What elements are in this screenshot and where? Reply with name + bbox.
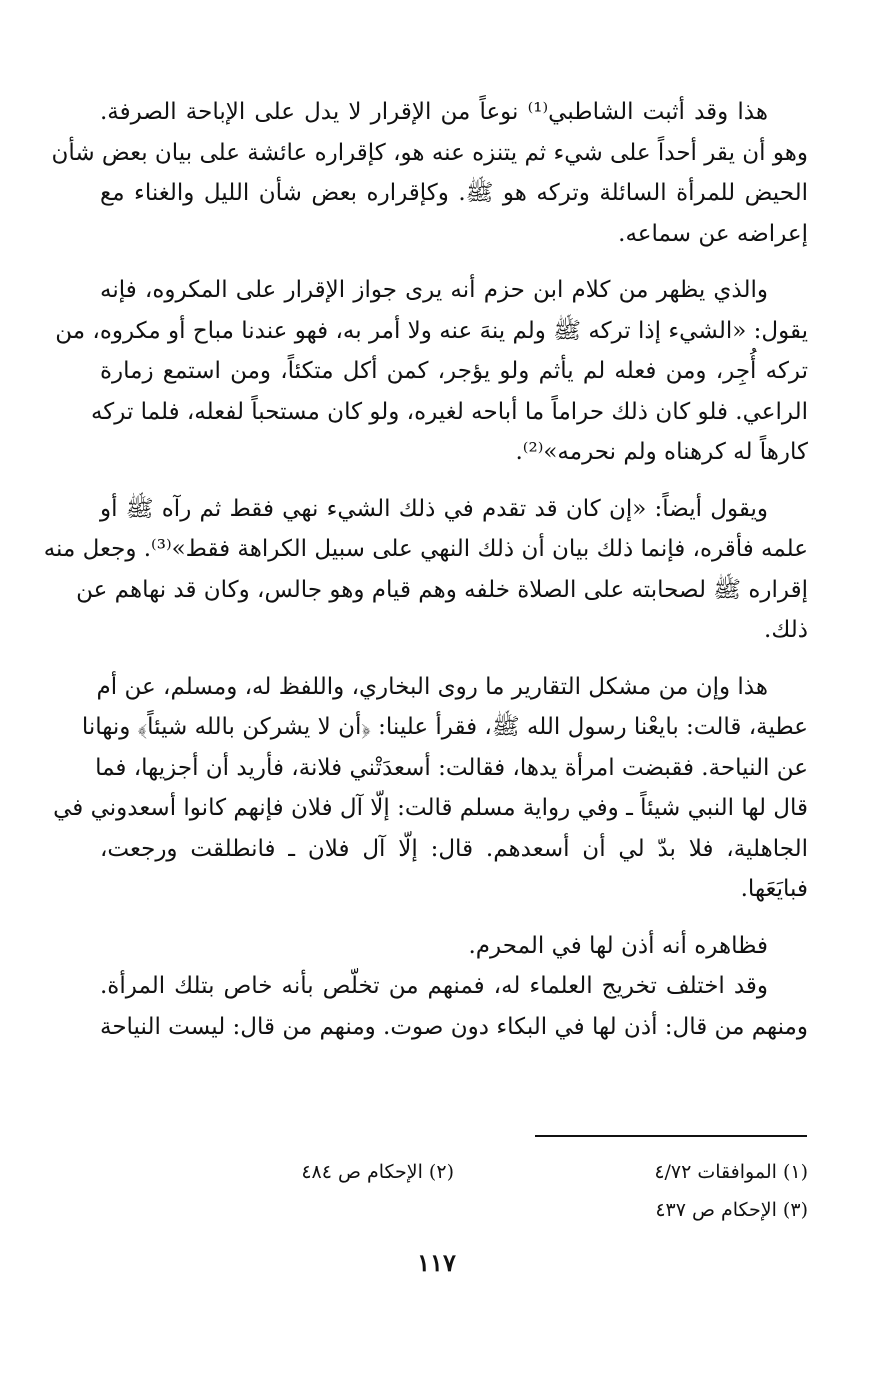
text-line: يقول: «الشيء إذا تركه ﷺ ولم ينهَ عنه ولا أمر به، فهو عندنا مباح أو مكروه، من	[55, 317, 808, 344]
text-line: والذي يظهر من كلام ابن حزم أنه يرى جواز الإقرار على المكروه، فإنه	[100, 277, 768, 303]
page-number: ١١٧	[417, 1248, 456, 1277]
text-line: الراعي. فلو كان ذلك حراماً ما أباحه لغيره، ولو كان مستحباً لفعله، فلما تركه	[90, 398, 808, 425]
text-line: ذلك.	[764, 617, 808, 643]
paragraph-4	[53, 667, 808, 910]
text-line: وهو أن يقر أحداً على شيء ثم يتنزه عنه هو، كإقراره عائشة على بيان بعض شأن	[51, 139, 808, 166]
text-line: تركه أُجِر، ومن فعله لم يأثم ولو يؤجر، كمن أكل متكئاً، ومن استمع زمارة	[100, 358, 808, 384]
text-line: قال لها النبي شيئاً ـ وفي رواية مسلم قالت: إلّا آل فلان فإنهم كانوا أسعدوني في	[53, 795, 808, 821]
paragraph-2	[55, 270, 808, 473]
footnote-row	[100, 1191, 808, 1229]
footnotes	[100, 1153, 808, 1229]
text-line: الجاهلية، فلا بدّ لي أن أسعدهم. قال: إلّا آل فلان ـ فانطلقت ورجعت،	[100, 835, 808, 862]
footnote-divider	[535, 1135, 807, 1137]
footnote-row	[100, 1153, 808, 1191]
footnote-3: (٣) الإحكام ص ٤٣٧	[655, 1199, 808, 1221]
text-line: ومنهم من قال: أذن لها في البكاء دون صوت. ومنهم من قال: ليست النياحة	[100, 1013, 808, 1040]
text-line: هذا وقد أثبت الشاطبي⁽¹⁾ نوعاً من الإقرار لا يدل على الإباحة الصرفة.	[100, 99, 768, 125]
text-line: فظاهره أنه أذن لها في المحرم.	[468, 932, 768, 959]
main-text	[43, 92, 808, 1063]
text-line: كارهاً له كرهناه ولم نحرمه»⁽²⁾.	[515, 439, 808, 465]
text-line: إعراضه عن سماعه.	[618, 220, 808, 247]
paragraph-3	[43, 489, 808, 651]
paragraph-5	[100, 926, 808, 967]
text-line: وقد اختلف تخريج العلماء له، فمنهم من تخلّص بأنه خاص بتلك المرأة.	[100, 973, 768, 999]
paragraph-6	[100, 966, 808, 1047]
paragraph-1	[51, 92, 808, 254]
text-line: الحيض للمرأة السائلة وتركه هو ﷺ. وكإقراره بعض شأن الليل والغناء مع	[100, 180, 808, 206]
text-line: إقراره ﷺ لصحابته على الصلاة خلفه وهم قيام وهو جالس، وكان قد نهاهم عن	[76, 576, 808, 603]
text-line: عن النياحة. فقبضت امرأة يدها، فقالت: أسعدَتْني فلانة، فأريد أن أجزيها، فما	[95, 754, 808, 781]
text-line: علمه فأقره، فإنما ذلك بيان أن ذلك النهي على سبيل الكراهة فقط»⁽³⁾. وجعل منه	[43, 536, 808, 562]
footnote-1: (١) الموافقات ٤/٧٢	[654, 1161, 808, 1183]
text-line: عطية، قالت: بايعْنا رسول الله ﷺ، فقرأ علينا: ﴿أن لا يشركن بالله شيئاً﴾ ونهانا	[81, 714, 808, 740]
footnote-2: (٢) الإحكام ص ٤٨٤	[301, 1161, 454, 1183]
text-line: فبايَعَها.	[740, 876, 808, 902]
text-line: ويقول أيضاً: «إن كان قد تقدم في ذلك الشيء نهي فقط ثم رآه ﷺ أو	[100, 495, 768, 522]
text-line: هذا وإن من مشكل التقارير ما روى البخاري، واللفظ له، ومسلم، عن أم	[96, 673, 768, 700]
